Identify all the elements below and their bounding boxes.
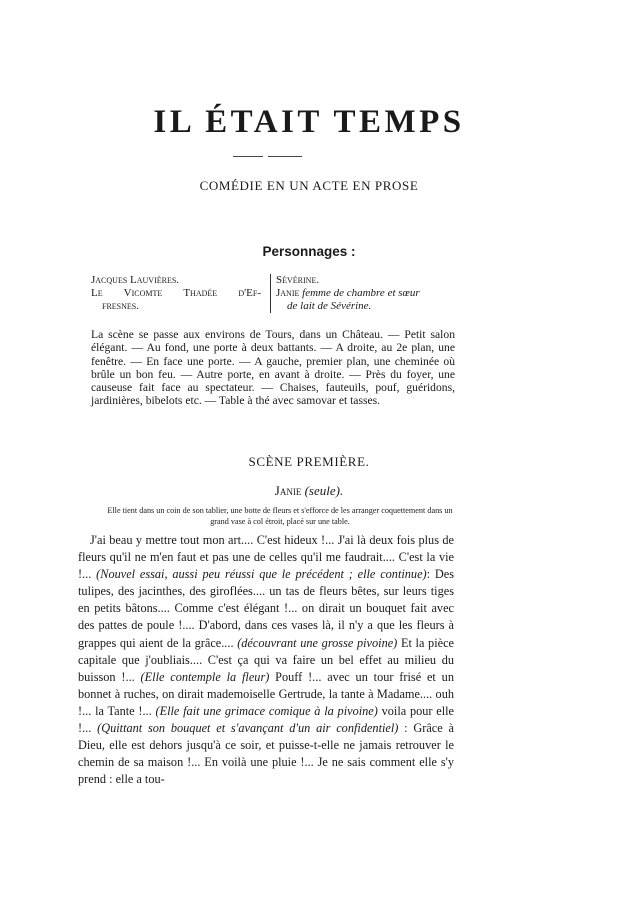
dialogue-part: : Grâce à Dieu, elle est dehors jusqu'à ce soir, et puisse-t-elle ne jamais retrouver le chemin de sa maison !... En voilà une pluie !... Je ne sais comment elle s'y prend : elle a tou-: [78, 721, 454, 787]
dialogue-part: Et la pièce capitale que j'oubliais.... C'est ça qui va faire un bel effet au milieu du buisson !...: [78, 635, 454, 684]
dialogue-part: Pouff !... avec un tour frisé et un bonnet à ruches, on dirait mademoiselle Gertrude, la tante à Madame.... ouh !... la Tante !...: [78, 669, 454, 718]
stage-direction: Elle tient dans un coin de son tablier, une botte de fleurs et s'efforce de les arranger coquettement dans un grand vase à col étroit, placé sur une table.: [107, 506, 453, 526]
dialogue-direction: (Quittant son bouquet et s'avançant d'un air confidentiel): [97, 721, 399, 736]
speaker-note: (seule).: [304, 483, 344, 498]
character-severine: Sévérine.: [276, 274, 320, 286]
dialogue-text: [78, 532, 454, 788]
character-vicomte-cont: fresnes.: [102, 300, 139, 312]
character-janie-desc-cont: de lait de Sévérine.: [287, 300, 372, 312]
characters-left-column: [91, 274, 261, 313]
character-vicomte: Le Vicomte Thadée d'Ef-: [91, 287, 261, 299]
dialogue-part: : Des tulipes, des jacinthes, des giroflées.... un tas de fleurs bêtes, sur leurs tiges en petits bâtons.... Comme c'est élégant !... on dirait un bouquet fait avec des pattes de poule !.... D'abord, dans ces vases là, il n'y a que les fleurs à grappes qui aient de la grâce....: [78, 567, 454, 650]
speaker-name: Janie: [274, 483, 302, 498]
character-janie-desc: femme de chambre et sœur: [302, 287, 420, 299]
speaker-heading: [0, 483, 618, 499]
dialogue-direction: (Elle contemple la fleur): [140, 669, 270, 684]
dialogue-part: voila pour elle !...: [78, 703, 455, 736]
character-jacques: Jacques Lauvières.: [91, 274, 180, 286]
personnages-heading: Personnages :: [262, 244, 356, 259]
character-janie: Janie: [276, 287, 300, 299]
dialogue-direction: (découvrant une grosse pivoine): [237, 635, 398, 650]
characters-right-column: [270, 274, 476, 313]
title-rule-left: [233, 156, 263, 157]
play-subtitle: COMÉDIE EN UN ACTE EN PROSE: [199, 178, 419, 193]
dialogue-direction: (Elle fait une grimace comique à la pivoine): [155, 703, 378, 718]
play-title: IL ÉTAIT TEMPS: [153, 104, 465, 140]
scene-title: SCÈNE PREMIÈRE.: [248, 454, 370, 469]
dialogue-direction: (Nouvel essai, aussi peu réussi que le précédent ; elle continue): [96, 567, 427, 582]
dialogue-part: J'ai beau y mettre tout mon art.... C'est hideux !... J'ai là deux fois plus de fleurs qu'il ne m'en faut et pas une de celles qu'il me faudrait.... C'est la vie !...: [78, 533, 454, 582]
title-rule-right: [268, 156, 302, 157]
setting-description: La scène se passe aux environs de Tours, dans un Château. — Petit salon élégant. — Au fond, une porte à deux battants. — A droite, au 2e plan, une fenêtre. — En face une porte. — A gauche, premier plan, une cheminée où brûle un bon feu. — Autre porte, en avant à droite. — Près du foyer, une causeuse fait face au spectateur. — Chaises, fauteuils, pouf, guéridons, jardinières, bibelots etc. — Table à thé avec samovar et tasses.: [91, 328, 455, 408]
